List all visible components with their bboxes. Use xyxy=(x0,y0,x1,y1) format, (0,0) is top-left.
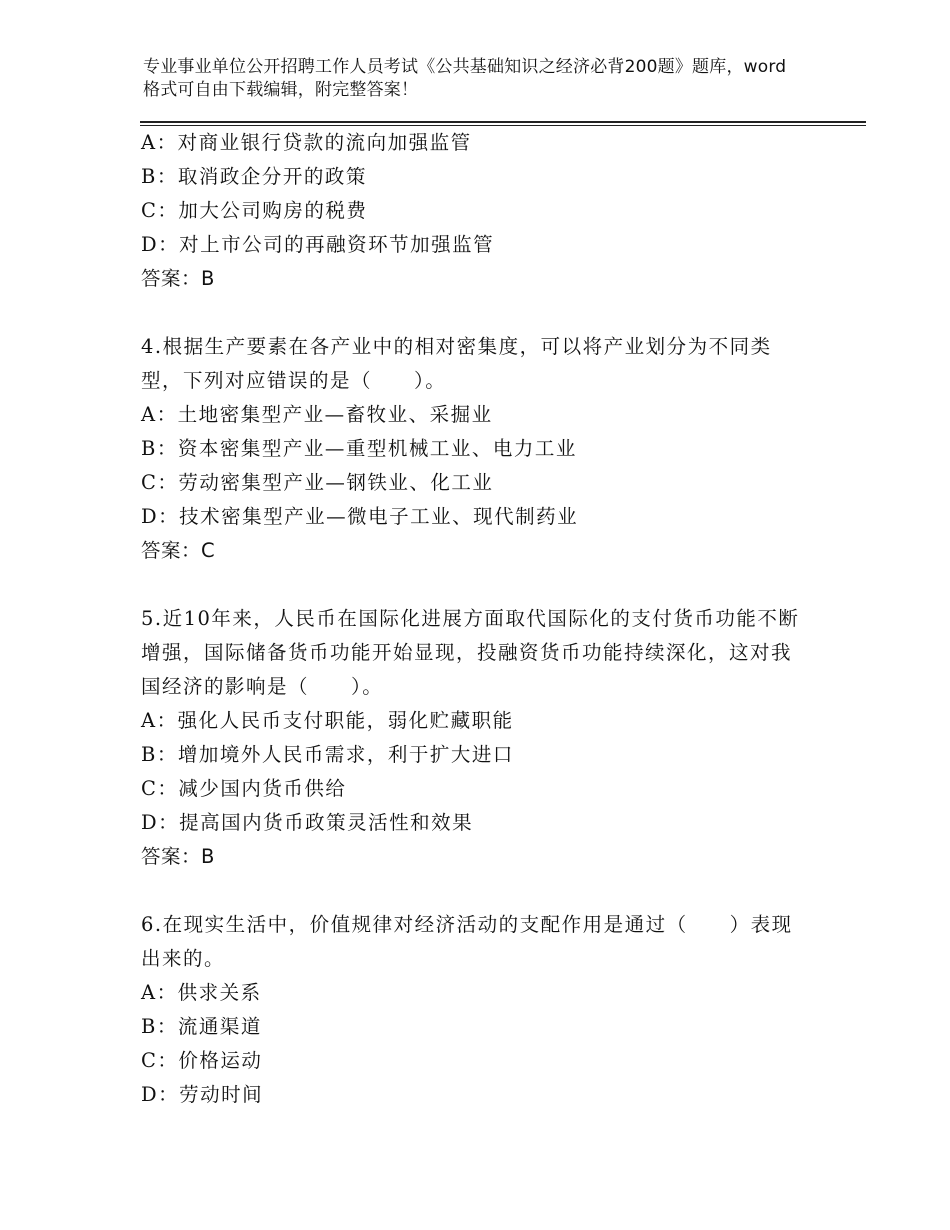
option-c: C：加大公司购房的税费 xyxy=(141,199,368,222)
question-block-5 xyxy=(141,602,811,874)
option-d: D：技术密集型产业—微电子工业、现代制药业 xyxy=(141,505,579,528)
option-a: A：土地密集型产业—畜牧业、采掘业 xyxy=(141,403,493,426)
answer-line: 答案：B xyxy=(141,267,215,290)
option-d: D：对上市公司的再融资环节加强监管 xyxy=(141,233,495,256)
option-c: C：减少国内货币供给 xyxy=(141,777,347,800)
spacer xyxy=(141,874,811,908)
question-list xyxy=(141,126,811,1112)
option-c: C：劳动密集型产业—钢铁业、化工业 xyxy=(141,471,494,494)
option-a: A：对商业银行贷款的流向加强监管 xyxy=(141,131,472,154)
header-rule-thick xyxy=(140,121,866,123)
question-text: 4.根据生产要素在各产业中的相对密集度，可以将产业划分为不同类型，下列对应错误的是（ ）。 xyxy=(141,335,772,392)
option-c: C：价格运动 xyxy=(141,1049,263,1072)
question-text: 5.近10年来，人民币在国际化进展方面取代国际化的支付货币功能不断增强，国际储备货币功能开始显现，投融资货币功能持续深化，这对我国经济的影响是（ ）。 xyxy=(141,607,800,698)
answer-line: 答案：C xyxy=(141,539,216,562)
option-b: B：增加境外人民币需求，利于扩大进口 xyxy=(141,743,514,766)
option-a: A：强化人民币支付职能，弱化贮藏职能 xyxy=(141,709,514,732)
spacer xyxy=(141,296,811,330)
option-b: B：取消政企分开的政策 xyxy=(141,165,367,188)
question-block-4 xyxy=(141,330,811,568)
question-block-3 xyxy=(141,126,811,296)
option-d: D：提高国内货币政策灵活性和效果 xyxy=(141,811,474,834)
option-b: B：流通渠道 xyxy=(141,1015,262,1038)
question-text: 6.在现实生活中，价值规律对经济活动的支配作用是通过（ ）表现出来的。 xyxy=(141,913,793,970)
document-header: 专业事业单位公开招聘工作人员考试《公共基础知识之经济必背200题》题库，word格式可自由下载编辑，附完整答案！ xyxy=(143,57,787,100)
spacer xyxy=(141,568,811,602)
question-block-6 xyxy=(141,908,811,1112)
option-a: A：供求关系 xyxy=(141,981,262,1004)
option-d: D：劳动时间 xyxy=(141,1083,264,1106)
answer-line: 答案：B xyxy=(141,845,215,868)
option-b: B：资本密集型产业—重型机械工业、电力工业 xyxy=(141,437,577,460)
